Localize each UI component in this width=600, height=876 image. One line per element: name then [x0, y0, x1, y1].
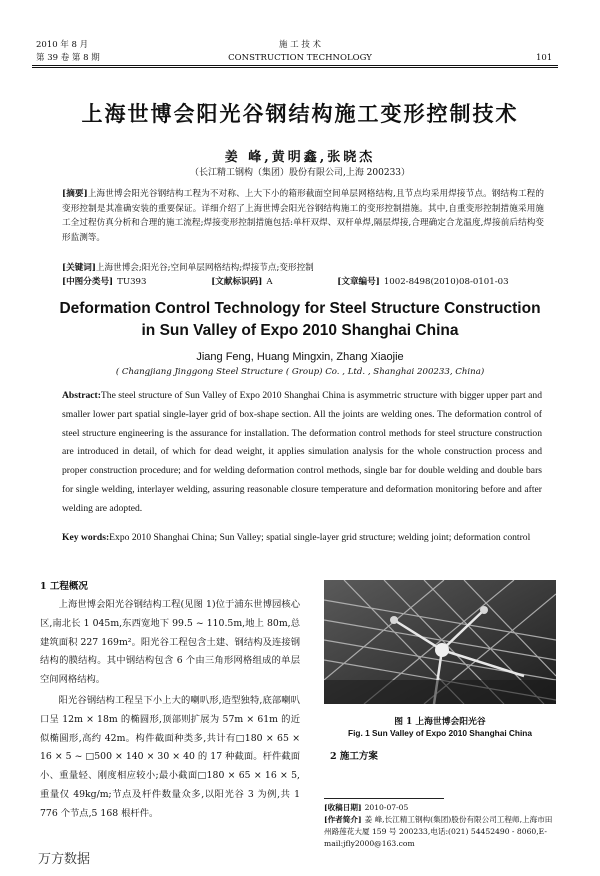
abstract-cn: [62, 187, 544, 245]
header-volume: 第 39 卷 第 8 期: [36, 53, 100, 63]
keywords-cn: [62, 261, 544, 276]
section-1-paragraph-2: 阳光谷钢结构工程呈下小上大的喇叭形,造型独特,底部喇叭口呈 12m × 18m 的椭圆形,顶部则扩展为 57m × 61m 的近似椭圆形,高约 42m。构件截面种类多,共计有□180 × 65 × 16 × 5 ~ □500 × 140 × 30 × 40 的 17 种截面。杆件截面小、重量轻、刚度相应较小;最小截面□180 × 65 × 16 × 5,重量仅 49kg/m;节点及杆件数量众多,以阳光谷 3 为例,共 1 776 个节点,5 168 根杆件。: [40, 694, 300, 819]
abstract-cn-label: [摘要]: [62, 189, 88, 199]
clc-label: [中图分类号]: [62, 277, 114, 287]
keywords-cn-label: [关键词]: [62, 263, 96, 273]
article-no-label: [文章编号]: [337, 277, 380, 287]
header-date: 2010 年 8 月: [36, 40, 89, 50]
author-bio-label: [作者简介]: [324, 815, 362, 824]
sun-valley-photo-illustration: [324, 580, 556, 704]
figure-1-caption-cn: 图 1 上海世博会阳光谷: [394, 717, 486, 727]
section-1-heading: 1 工程概况: [40, 581, 88, 592]
section-1-body: [40, 596, 300, 824]
article-no-value: 1002-8498(2010)08-0101-03: [383, 277, 509, 287]
authors-cn: 姜 峰,黄明鑫,张晓杰: [224, 150, 376, 165]
footnote-rule: [324, 798, 444, 799]
affiliation-cn: （长江精工钢构（集团）股份有限公司,上海 200233）: [189, 168, 411, 178]
abstract-en: [62, 387, 542, 519]
title-cn: 上海世博会阳光谷钢结构施工变形控制技术: [81, 101, 519, 126]
keywords-en-text: Expo 2010 Shanghai China; Sun Valley; spatial single-layer grid structure; welding joint; deformation control: [109, 532, 531, 543]
section-2-heading: 2 施工方案: [330, 751, 378, 762]
section-1-paragraph-1: 上海世博会阳光谷钢结构工程(见图 1)位于浦东世博园核心区,南北长 1 045m,东西宽地下 99.5 ~ 110.5m,地上 80m,总建筑面积 227 169m²。阳光谷工程包含土建、钢结构及连接钢结构的膜结构。其中钢结构包含 6 个由三角形网格组成的单层空间网格结构。: [40, 599, 300, 686]
keywords-cn-text: 上海世博会;阳光谷;空间单层网格结构;焊接节点;变形控制: [95, 263, 314, 273]
abstract-en-text: The steel structure of Sun Valley of Expo 2010 Shanghai China is asymmetric structure with bigger upper part and smaller lower part spatial single-layer grid of box-shape section. All the joints are welding ones. The deformation control of steel structure engineering is the assurance for installation. The deformation control methods for steel structure construction are introduced in detail, of which for dead weight, it applies simulation analysis for the whole construction process and proper construction procedure; and for welding deformation control methods, single bar for double welding and double bars for single welding, interlayer welding, assuring reasonable closure temperature and deformation monitoring before and after welding are adopted.: [62, 390, 542, 514]
abstract-en-label: Abstract:: [62, 390, 101, 401]
figure-1-caption-en: Fig. 1 Sun Valley of Expo 2010 Shanghai China: [348, 728, 532, 738]
keywords-en-label: Key words:: [62, 532, 110, 543]
clc-value: TU393: [117, 277, 147, 287]
header-rule-bottom: [32, 67, 558, 68]
received-value: 2010-07-05: [364, 803, 409, 812]
header-rule-top: [32, 65, 558, 66]
header-journal-cn: 施 工 技 术: [278, 40, 322, 50]
affiliation-en: ( Changjiang Jinggong Steel Structure ( Group) Co. , Ltd. , Shanghai 200233, China): [115, 367, 485, 377]
title-en-line2: in Sun Valley of Expo 2010 Shanghai China: [141, 322, 459, 339]
received-date: [324, 802, 554, 814]
abstract-cn-text: 上海世博会阳光谷钢结构工程为不对称、上大下小的箱形截面空间单层网格结构,且节点均采用焊接节点。钢结构工程的变形控制是其准确安装的重要保证。详细介绍了上海世博会阳光谷钢结构施工的变形控制措施。其中,自重变形控制措施采用施工全过程仿真分析和合理的施工流程;焊接变形控制措施包括:单杆双焊、双杆单焊,隔层焊接,合理确定合龙温度,焊接前后结构变形监测等。: [62, 189, 544, 243]
header-journal-en: CONSTRUCTION TECHNOLOGY: [228, 53, 372, 63]
authors-en: Jiang Feng, Huang Mingxin, Zhang Xiaojie: [196, 351, 404, 363]
watermark: 万方数据: [38, 852, 91, 867]
doc-code-label: [文献标识码]: [211, 277, 263, 287]
doc-code-value: A: [266, 277, 273, 287]
author-bio: [324, 814, 554, 850]
author-bio-text: 姜 峰,长江精工钢构(集团)股份有限公司工程师,上海市田州路莲花大厦 159 号 200233,电话:(021) 54452490 - 8060,E-mail:jfly2000@163.com: [324, 815, 553, 848]
meta-cn: [62, 275, 544, 290]
title-en-line1: Deformation Control Technology for Steel Structure Construction: [59, 300, 541, 317]
footnotes: [324, 798, 554, 850]
received-label: [收稿日期]: [324, 803, 362, 812]
keywords-en: [62, 529, 542, 548]
header-page-number: 101: [536, 53, 553, 63]
figure-1-photo: [324, 580, 556, 704]
